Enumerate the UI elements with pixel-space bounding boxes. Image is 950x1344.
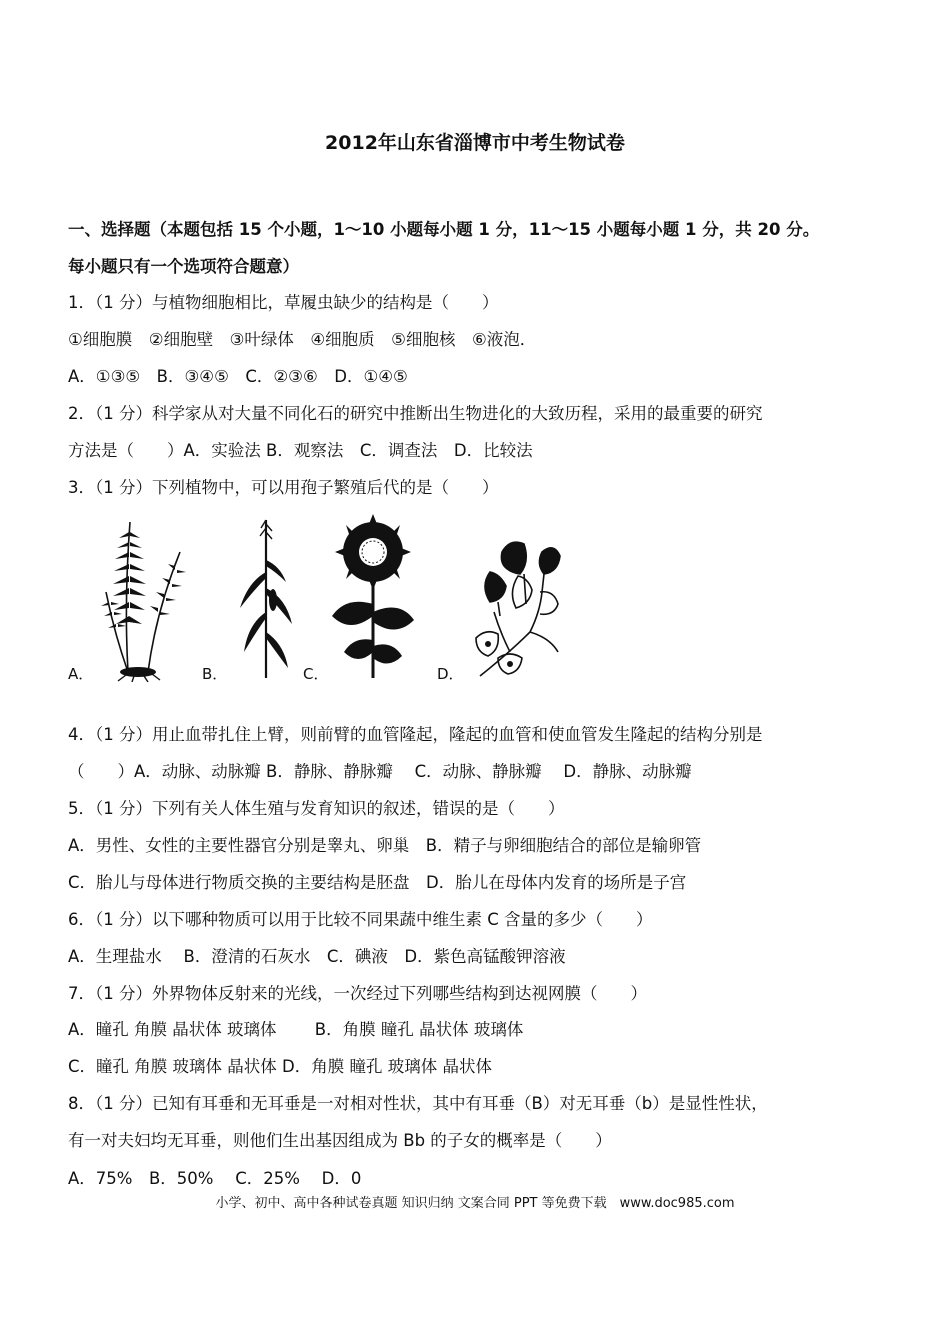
question-7-options-cd: C．瞳孔 角膜 玻璃体 晶状体 D．角膜 瞳孔 玻璃体 晶状体 [68, 1057, 492, 1076]
question-2-line1: 2．（1 分）科学家从对大量不同化石的研究中推断出生物进化的大致历程，采用的最重要的研究 [68, 404, 763, 423]
page-footer: 小学、初中、高中各种试卷真题 知识归纳 文案合同 PPT 等免费下载 www.doc985.com [215, 1196, 735, 1211]
question-1-options: A．①③⑤ B．③④⑤ C．②③⑥ D．①④⑤ [68, 367, 408, 386]
question-5-options-cd: C．胎儿与母体进行物质交换的主要结构是胚盘 D．胎儿在母体内发育的场所是子宫 [68, 873, 687, 892]
question-4-line1: 4．（1 分）用止血带扎住上臂，则前臂的血管隆起，隆起的血管和使血管发生隆起的结构分别是 [68, 725, 763, 744]
question-4-line2: （ ）A．动脉、动脉瓣 B．静脉、静脉瓣 C．动脉、静脉瓣 D．静脉、动脉瓣 [68, 762, 692, 781]
fern-icon [98, 512, 194, 682]
section-heading-line2: 每小题只有一个选项符合题意） [68, 257, 299, 276]
question-7-options-ab: A．瞳孔 角膜 晶状体 玻璃体 B．角膜 瞳孔 晶状体 玻璃体 [68, 1020, 524, 1039]
question-1-items: ①细胞膜 ②细胞壁 ③叶绿体 ④细胞质 ⑤细胞核 ⑥液泡． [68, 330, 537, 349]
question-8-line1: 8．（1 分）已知有耳垂和无耳垂是一对相对性状，其中有耳垂（B）对无耳垂（b）是显性性状， [68, 1094, 768, 1113]
question-8-line2: 有一对夫妇均无耳垂，则他们生出基因组成为 Bb 的子女的概率是（ ） [68, 1131, 612, 1150]
question-3-option-b: B． [202, 665, 228, 683]
page-title: 2012年山东省淄博市中考生物试卷 [325, 132, 625, 154]
ginkgo-branch-icon [470, 512, 566, 682]
question-5-options-ab: A．男性、女性的主要性器官分别是睾丸、卵巢 B．精子与卵细胞结合的部位是输卵管 [68, 836, 702, 855]
question-6-stem: 6．（1 分）以下哪种物质可以用于比较不同果蔬中维生素 C 含量的多少（ ） [68, 910, 653, 929]
question-3-option-a: A． [68, 665, 94, 683]
question-1-stem: 1．（1 分）与植物细胞相比，草履虫缺少的结构是（ ） [68, 293, 499, 312]
question-7-stem: 7．（1 分）外界物体反射来的光线，一次经过下列哪些结构到达视网膜（ ） [68, 984, 647, 1003]
question-8-options: A．75% B．50% C．25% D．0 [68, 1169, 362, 1188]
sunflower-icon [328, 512, 418, 682]
corn-plant-icon [236, 512, 300, 682]
question-3-stem: 3．（1 分）下列植物中，可以用孢子繁殖后代的是（ ） [68, 478, 499, 497]
question-3-option-c: C． [303, 665, 329, 683]
section-heading-line1: 一、选择题（本题包括 15 个小题，1～10 小题每小题 1 分，11～15 小题每小题 1 分，共 20 分。 [68, 220, 820, 239]
question-6-options: A．生理盐水 B．澄清的石灰水 C．碘液 D．紫色高锰酸钾溶液 [68, 947, 566, 966]
question-5-stem: 5．（1 分）下列有关人体生殖与发育知识的叙述，错误的是（ ） [68, 799, 565, 818]
question-3-option-d: D． [437, 665, 464, 683]
question-2-line2: 方法是（ ）A．实验法 B．观察法 C．调查法 D．比较法 [68, 441, 533, 460]
